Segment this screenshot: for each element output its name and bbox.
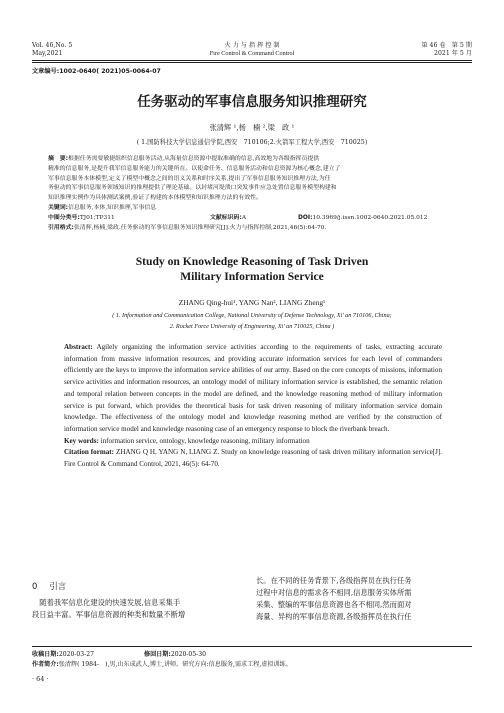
- author-bio-label: 作者简介:: [32, 661, 59, 668]
- body-line: 段日益丰富。军事信息资源的种类和数量不断增: [32, 610, 186, 619]
- classification-row: [48, 214, 458, 224]
- section-number: 0: [32, 581, 38, 591]
- authors-cn: 张清辉 ¹,杨 楠 ²,梁 政 ¹: [209, 123, 295, 132]
- abstract-cn-line: 知识推理实例作为具体测试案例,验证了构建的本体模型和知识推理方法的有效性。: [48, 195, 262, 202]
- abstract-cn-label: 摘 要:: [48, 156, 69, 162]
- header-rule-top: [32, 60, 472, 61]
- citation-cn-text: 张清辉,杨楠,梁政.任务驱动的军事信息服务知识推理研究[J].火力与指挥控制,2021,46(5):64-70.: [73, 224, 327, 231]
- abstract-cn-line: 军事信息服务本体模型,定义了模型中概念之间的语义关系和时序关系,提出了军事信息服务知识推理方法,为任: [48, 175, 331, 182]
- body-line: 随着我军信息化建设的快速发展,信息采集手: [32, 598, 181, 607]
- right-column: [256, 575, 472, 623]
- body-line: 采集、整编的军事信息资源也各不相同,然而面对: [256, 600, 412, 609]
- keywords-en: [64, 436, 442, 448]
- abstract-cn-line: 务驱动的军事信息服务领域知识的推理提供了理论基础。以封堵河堤溃口突发事件应急处置信息服务模型构建和: [48, 185, 337, 192]
- header-rule-bottom: [32, 62, 472, 63]
- citation-en: [64, 447, 442, 470]
- clc-label: 中图分类号:: [48, 214, 80, 221]
- revised-label: 修回日期:: [144, 651, 171, 658]
- title-en-line: Military Information Service: [180, 270, 324, 283]
- journal-name-en: Fire Control & Command Control: [209, 50, 295, 57]
- revised-date: 2020-05-30: [170, 651, 206, 658]
- abstract-en-text: Agilely organizing the information service activities according to the requirements of tasks, extracting accurate information from massive information resources, and providing accurate information services for each level of commanders efficiently are the keys to improve the information service abilities of our army. Based on the core concepts of missions, information service activities and information resources, an ontology model of military information service is established, the semantic relation and temporal relation between concepts in the model are defined, and the knowledge reasoning method of military information service is put forward, which provides the theoretical basis for task driven reasoning of military information service domain knowledge. The effectiveness of the ontology model and knowledge reasoning method are verified by the construction of information service model and knowledge reasoning case of an emergency response to block the riverbank breach.: [64, 343, 442, 433]
- citation-en-text: ZHANG Q H, YANG N, LIANG Z. Study on knowledge reasoning of task driven military information service[J]. Fire Control & Command Control, 2021, 46(5): 64-70.: [64, 448, 443, 469]
- journal-name-cn: 火 力 与 指 挥 控 制: [224, 42, 280, 49]
- volume-number: Vol. 46,No. 5: [32, 42, 73, 49]
- affiliation-en-line: 2. Rocket Force University of Engineering, Xi' an 710025, China ): [169, 322, 335, 330]
- keywords-cn-label: 关键词:: [48, 204, 69, 211]
- doi-label: DOI:: [298, 214, 313, 221]
- issue-date: May,2021: [32, 50, 63, 57]
- citation-en-label: Citation format:: [64, 448, 115, 457]
- abstract-cn-line: 根据任务需要敏捷组织信息服务活动,从海量信息资源中提取准确的信息,高效地为各级指挥员提供: [68, 156, 320, 162]
- doc-code-value: A: [241, 214, 247, 221]
- footnote: [32, 650, 472, 670]
- page-title-en: [0, 254, 504, 284]
- section-heading: [32, 580, 66, 592]
- affiliation-en-line: ( 1. Information and Communication College, National University of Defense Technology, Xi' an 710106, China;: [112, 312, 392, 319]
- volume-number-cn: 第 46 卷 第 5 期: [421, 42, 472, 49]
- citation-cn-label: 引用格式:: [48, 224, 74, 231]
- clc-value: TJ01;TP311: [79, 214, 115, 221]
- affiliation-cn: ( 1.国防科技大学信息通信学院,西安 710106;2.火箭军工程大学,西安 710025): [136, 139, 368, 146]
- citation-cn: [48, 224, 458, 234]
- abstract-en-label: Abstract:: [64, 343, 93, 351]
- section-title: 引言: [49, 581, 67, 591]
- author-bio: 张清辉( 1984- ),男,山东成武人,博士,讲师。研究方向:信息服务,需求工程,虚拟训练。: [58, 661, 292, 668]
- footnote-rule: [32, 646, 472, 647]
- doi-value: 10.3969/j.issn.1002-0640.2021.05.012: [312, 214, 428, 221]
- body-line: 过程中对信息的需求各不相同,信息服务实体所需: [256, 588, 412, 597]
- header-right: [421, 42, 472, 58]
- keywords-cn-text: 信息服务,本体,知识推理,军事信息: [68, 204, 157, 211]
- abstract-cn: [48, 155, 458, 234]
- received-label: 收稿日期:: [32, 651, 59, 658]
- authors-en: ZHANG Qing-hui¹, YANG Nan², LIANG Zheng¹: [178, 298, 326, 307]
- keywords-en-label: Key words:: [64, 436, 99, 445]
- keywords-cn: [48, 204, 458, 214]
- received-date: 2020-03-27: [58, 651, 94, 658]
- title-en-line: Study on Knowledge Reasoning of Task Driven: [135, 255, 369, 268]
- body-line: 长。在不同的任务背景下,各级指挥员在执行任务: [256, 576, 412, 585]
- doc-code-label: 文献标识码:: [210, 214, 242, 221]
- abstract-en: [64, 342, 442, 471]
- issue-date-cn: 2021 年 5 月: [434, 50, 472, 57]
- article-number: 文章编号:1002-0640( 2021)05-0064-07: [32, 68, 161, 75]
- page-number: · 64 ·: [32, 675, 49, 683]
- body-line: 海量、异构的军事信息资源,各级指挥员在执行任: [256, 612, 412, 621]
- abstract-cn-line: 精准的信息服务,是提升我军信息服务能力的关键所在。以使命任务、信息服务活动和信息资源为核心概念,建立了: [48, 165, 341, 172]
- affiliation-en: [0, 311, 504, 332]
- left-column: [32, 597, 248, 621]
- page-title-cn: 任务驱动的军事信息服务知识推理研究: [137, 94, 367, 110]
- keywords-en-text: information service, ontology, knowledge reasoning, military information: [100, 436, 310, 445]
